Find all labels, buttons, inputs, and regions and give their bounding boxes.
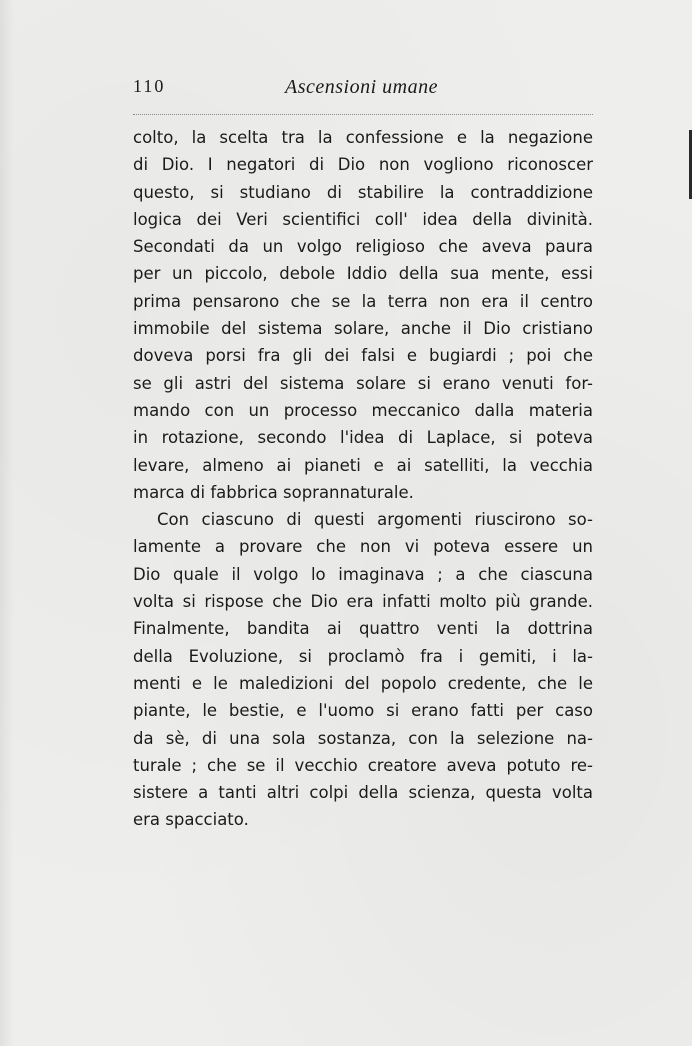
text-line: volta si rispose che Dio era infatti molto più grande.: [133, 592, 593, 612]
page-gutter-shadow: [0, 0, 14, 1046]
text-line: logica dei Veri scientifici coll' idea della divinità.: [133, 209, 593, 229]
text-line: colto, la scelta tra la confessione e la negazione: [133, 128, 593, 147]
page-number: 110: [133, 76, 166, 96]
text-line: era spacciato.: [133, 810, 249, 830]
text-line: marca di fabbrica soprannaturale.: [133, 482, 414, 502]
text-line: prima pensarono che se la terra non era il centro: [133, 291, 593, 311]
text-line: se gli astri del sistema solare si erano venuti for-: [133, 373, 593, 393]
text-line: in rotazione, secondo l'idea di Laplace, si poteva: [133, 428, 593, 448]
text-line: piante, le bestie, e l'uomo si erano fatti per caso: [133, 701, 593, 721]
page-header: [133, 76, 593, 106]
text-line: per un piccolo, debole Iddio della sua mente, essi: [133, 264, 593, 284]
header-rule: [133, 114, 593, 115]
text-line: da sè, di una sola sostanza, con la selezione na-: [133, 728, 593, 748]
body-text: [133, 124, 593, 834]
text-line: Secondati da un volgo religioso che aveva paura: [133, 237, 593, 257]
text-line: turale ; che se il vecchio creatore aveva potuto re-: [133, 755, 593, 775]
text-line: mando con un processo meccanico dalla materia: [133, 400, 593, 420]
text-line: di Dio. I negatori di Dio non vogliono riconoscer: [133, 155, 593, 175]
text-line: della Evoluzione, si proclamò fra i gemiti, i la-: [133, 646, 593, 666]
text-line: levare, almeno ai pianeti e ai satelliti, la vecchia: [133, 455, 593, 475]
running-title: Ascensioni umane: [285, 76, 438, 98]
text-line: Con ciascuno di questi argomenti riuscirono so-: [157, 510, 593, 530]
text-line: sistere a tanti altri colpi della scienza, questa volta: [133, 783, 593, 803]
text-line: Finalmente, bandita ai quattro venti la dottrina: [133, 619, 593, 639]
text-line: immobile del sistema solare, anche il Dio cristiano: [133, 319, 593, 339]
text-line: lamente a provare che non vi poteva essere un: [133, 537, 593, 557]
text-line: questo, si studiano di stabilire la contraddizione: [133, 182, 593, 202]
text-line: menti e le maledizioni del popolo credente, che le: [133, 673, 593, 693]
text-line: Dio quale il volgo lo imaginava ; a che ciascuna: [133, 564, 593, 584]
paragraph-1: [133, 124, 593, 506]
paragraph-2: [133, 506, 593, 834]
text-line: doveva porsi fra gli dei falsi e bugiardi ; poi che: [133, 346, 593, 366]
